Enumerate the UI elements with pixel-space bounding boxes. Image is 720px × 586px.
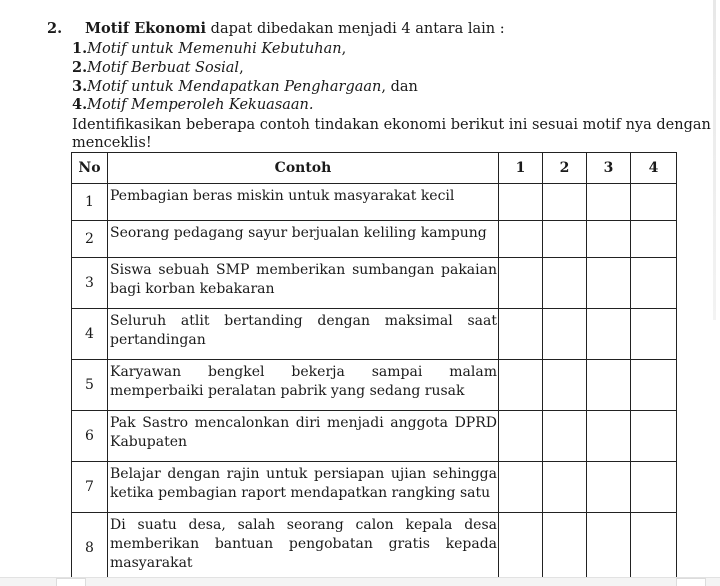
check-cell-1[interactable] <box>499 221 543 258</box>
table-row <box>72 411 677 462</box>
check-cell-1[interactable] <box>499 258 543 309</box>
check-cell-2[interactable] <box>543 309 587 360</box>
check-cell-1[interactable] <box>499 513 543 583</box>
row-number: 6 <box>72 411 108 462</box>
row-number: 2 <box>72 221 108 258</box>
question-intro <box>85 20 505 38</box>
question-intro-text: dapat dibedakan menjadi 4 antara lain : <box>206 21 505 37</box>
check-cell-4[interactable] <box>631 411 677 462</box>
check-cell-4[interactable] <box>631 360 677 411</box>
check-cell-4[interactable] <box>631 184 677 221</box>
row-example: Pembagian beras miskin untuk masyarakat kecil <box>108 184 499 221</box>
table-row <box>72 462 677 513</box>
page-bottom-edge <box>0 577 720 586</box>
check-cell-3[interactable] <box>587 360 631 411</box>
check-cell-4[interactable] <box>631 221 677 258</box>
check-cell-2[interactable] <box>543 258 587 309</box>
row-example: Seluruh atlit bertanding dengan maksimal saat pertandingan <box>108 309 499 360</box>
header-motive-3: 3 <box>587 153 631 184</box>
row-example: Di suatu desa, salah seorang calon kepala desa memberikan bantuan pengobatan gratis kepada masyarakat <box>108 513 499 583</box>
check-cell-2[interactable] <box>543 411 587 462</box>
header-contoh: Contoh <box>108 153 499 184</box>
page-edge-shadow <box>713 0 716 320</box>
header-motive-1: 1 <box>499 153 543 184</box>
row-example: Siswa sebuah SMP memberikan sumbangan pakaian bagi korban kebakaran <box>108 258 499 309</box>
table-row <box>72 309 677 360</box>
row-number: 7 <box>72 462 108 513</box>
motive-item <box>72 59 244 77</box>
question-title: Motif Ekonomi <box>85 20 207 37</box>
row-example: Pak Sastro mencalonkan diri menjadi anggota DPRD Kabupaten <box>108 411 499 462</box>
motive-text: Motif Berbuat Sosial <box>87 60 240 76</box>
motive-number: 2. <box>72 59 88 76</box>
motive-text: Motif Memperoleh Kekuasaan. <box>87 97 314 113</box>
instruction-line: Identifikasikan beberapa contoh tindakan ekonomi berikut ini sesuai motif nya dengan <box>72 117 711 133</box>
header-motive-4: 4 <box>631 153 677 184</box>
motive-suffix: , dan <box>381 79 418 95</box>
motive-text: Motif untuk Mendapatkan Penghargaan <box>87 79 382 95</box>
question-number: 2. <box>47 20 63 37</box>
check-cell-1[interactable] <box>499 360 543 411</box>
check-cell-4[interactable] <box>631 462 677 513</box>
page-corner-marker-right <box>676 578 706 586</box>
motive-table <box>71 152 677 583</box>
motive-number: 3. <box>72 78 88 95</box>
check-cell-4[interactable] <box>631 258 677 309</box>
motive-number: 1. <box>72 40 88 57</box>
table-row <box>72 184 677 221</box>
motive-item <box>72 40 346 58</box>
motive-item <box>72 96 314 114</box>
motive-suffix: , <box>239 60 244 76</box>
row-number: 8 <box>72 513 108 583</box>
row-example: Belajar dengan rajin untuk persiapan ujian sehingga ketika pembagian raport mendapatkan rangking satu <box>108 462 499 513</box>
check-cell-3[interactable] <box>587 411 631 462</box>
row-number: 1 <box>72 184 108 221</box>
check-cell-1[interactable] <box>499 184 543 221</box>
row-example: Karyawan bengkel bekerja sampai malam memperbaiki peralatan pabrik yang sedang rusak <box>108 360 499 411</box>
table-row <box>72 513 677 583</box>
check-cell-3[interactable] <box>587 462 631 513</box>
check-cell-1[interactable] <box>499 309 543 360</box>
page-corner-marker-left <box>56 578 86 586</box>
check-cell-3[interactable] <box>587 309 631 360</box>
table-row <box>72 258 677 309</box>
header-no: No <box>72 153 108 184</box>
check-cell-2[interactable] <box>543 462 587 513</box>
check-cell-1[interactable] <box>499 411 543 462</box>
check-cell-2[interactable] <box>543 360 587 411</box>
check-cell-2[interactable] <box>543 221 587 258</box>
instruction-line: menceklis! <box>72 135 152 151</box>
header-motive-2: 2 <box>543 153 587 184</box>
table-row <box>72 221 677 258</box>
table-header-row <box>72 153 677 184</box>
row-number: 4 <box>72 309 108 360</box>
motive-number: 4. <box>72 96 88 113</box>
motive-suffix: , <box>341 41 347 57</box>
table-row <box>72 360 677 411</box>
motive-text: Motif untuk Memenuhi Kebutuhan <box>87 41 342 57</box>
row-number: 3 <box>72 258 108 309</box>
row-number: 5 <box>72 360 108 411</box>
check-cell-1[interactable] <box>499 462 543 513</box>
row-example: Seorang pedagang sayur berjualan keliling kampung <box>108 221 499 258</box>
check-cell-4[interactable] <box>631 513 677 583</box>
check-cell-3[interactable] <box>587 221 631 258</box>
check-cell-3[interactable] <box>587 184 631 221</box>
check-cell-4[interactable] <box>631 309 677 360</box>
check-cell-2[interactable] <box>543 513 587 583</box>
check-cell-2[interactable] <box>543 184 587 221</box>
check-cell-3[interactable] <box>587 513 631 583</box>
check-cell-3[interactable] <box>587 258 631 309</box>
motive-item <box>72 78 418 96</box>
